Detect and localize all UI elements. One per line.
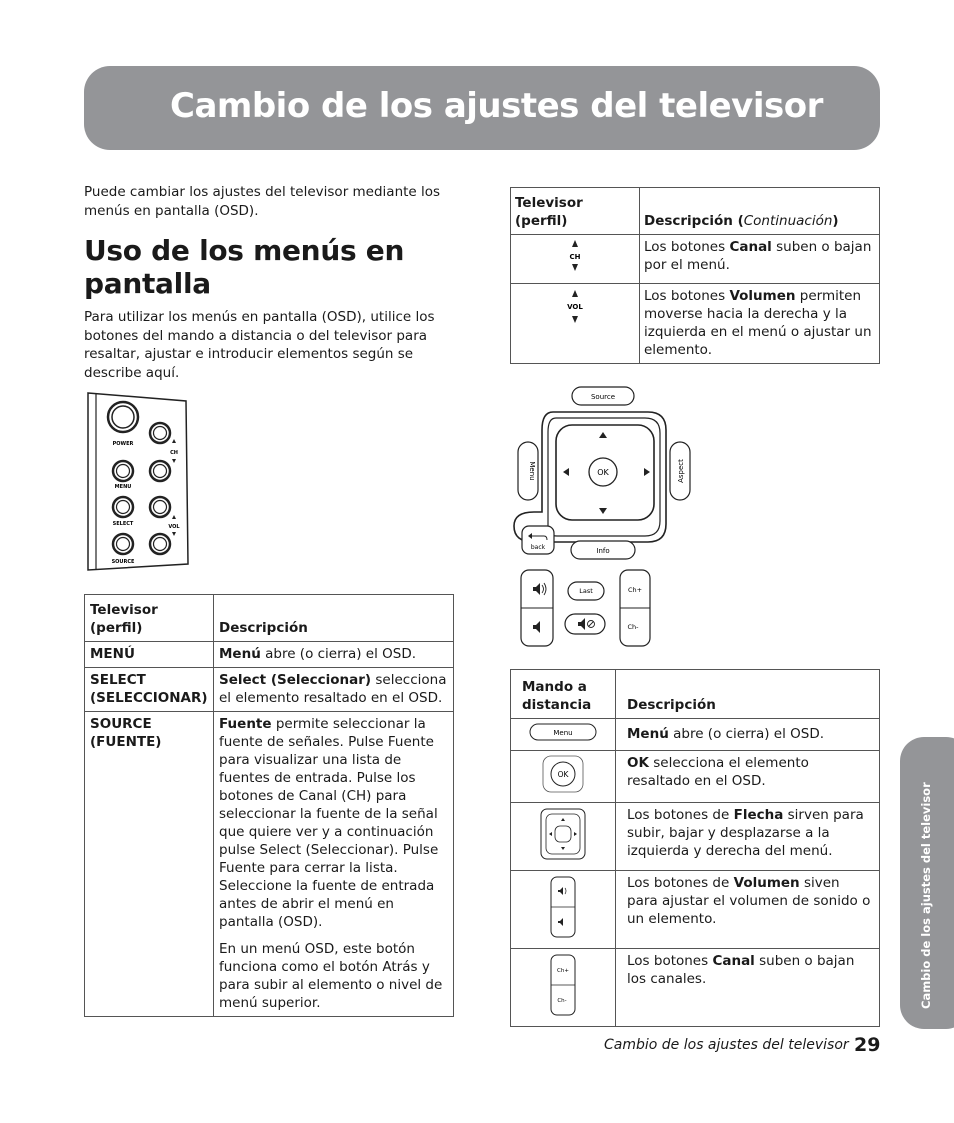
svg-text:VOL: VOL	[566, 303, 583, 311]
tv-select-label: SELECT	[112, 521, 134, 527]
side-chapter-tab	[900, 737, 954, 1029]
svg-text:OK: OK	[597, 468, 609, 477]
svg-text:Source: Source	[590, 393, 616, 401]
ch-up-button	[150, 423, 170, 443]
back-remote-button	[522, 526, 554, 554]
row-desc: Menú abre (o cierra) el OSD.	[616, 719, 880, 751]
remote-buttons-table	[510, 669, 880, 1027]
row-desc: Los botones de Volumen siven para ajustar el volumen de sonido o un elemento.	[616, 871, 880, 949]
svg-text:Info: Info	[596, 547, 610, 555]
footer-chapter-title: Cambio de los ajustes del televisor	[604, 1037, 849, 1053]
row-desc: OK selecciona el elemento resaltado en el OSD.	[616, 751, 880, 803]
menu-icon	[511, 719, 616, 751]
table-row	[85, 712, 454, 1017]
vol-down-button	[150, 534, 170, 554]
row-desc: Los botones Canal suben o bajan los canales.	[616, 949, 880, 1027]
svg-text:Menu: Menu	[528, 461, 536, 481]
ok-icon	[511, 751, 616, 803]
svg-text:Menu: Menu	[553, 729, 573, 737]
vol-arrows-icon	[511, 284, 640, 364]
remote-control-illustration	[508, 384, 698, 650]
svg-text:Last: Last	[579, 587, 593, 595]
mute-remote-button	[565, 614, 605, 634]
table-header-row	[511, 188, 880, 235]
tv-power-label: POWER	[112, 441, 134, 447]
tv-buttons-table-continued	[510, 187, 880, 364]
svg-text:Ch-: Ch-	[627, 623, 639, 631]
row-desc: Los botones de Flecha sirven para subir, bajar y desplazarse a la izquierda y derecha del menú.	[616, 803, 880, 871]
channel-icon	[511, 949, 616, 1027]
page-title: Cambio de los ajustes del televisor	[170, 86, 823, 126]
title-banner	[84, 66, 880, 150]
table-row	[511, 751, 880, 803]
last-remote-button	[568, 582, 604, 600]
column-header: Descripción (Continuación)	[640, 188, 880, 235]
volume-rocker	[521, 570, 553, 646]
table-header-row	[511, 670, 880, 719]
menu-remote-button	[518, 442, 538, 500]
row-desc: Los botones Volumen permiten moverse hacia la derecha y la izquierda en el menú o ajustar un elemento.	[640, 284, 880, 364]
side-tab-label: Cambio de los ajustes del televisor	[919, 782, 933, 1009]
svg-text:Aspect: Aspect	[677, 459, 685, 483]
svg-text:CH: CH	[569, 253, 580, 261]
table-row	[511, 871, 880, 949]
row-desc: Menú abre (o cierra) el OSD.	[214, 642, 454, 668]
tv-side-panel-illustration	[86, 392, 190, 572]
table-row	[85, 668, 454, 712]
svg-text:OK: OK	[557, 770, 569, 779]
row-name: SOURCE (FUENTE)	[85, 712, 214, 1017]
tv-buttons-table	[84, 594, 454, 1017]
svg-text:Ch-: Ch-	[557, 998, 567, 1004]
source-remote-button	[572, 387, 634, 405]
vol-up-button	[150, 497, 170, 517]
section-paragraph: Para utilizar los menús en pantalla (OSD), utilice los botones del mando a distancia o del televisor para resaltar, ajustar e introducir elementos según se describe aquí.	[84, 309, 435, 381]
row-name: MENÚ	[85, 642, 214, 668]
ch-down-button	[150, 461, 170, 481]
column-header: Descripción	[616, 670, 880, 719]
table-row	[511, 284, 880, 364]
arrows-icon	[511, 803, 616, 871]
volume-icon	[511, 871, 616, 949]
column-header: Televisor (perfil)	[511, 188, 640, 235]
ch-arrows-icon	[511, 235, 640, 284]
row-desc: Select (Seleccionar) selecciona el elemento resaltado en el OSD.	[214, 668, 454, 712]
channel-rocker	[620, 570, 650, 646]
aspect-remote-button	[670, 442, 690, 500]
source-button	[113, 534, 133, 554]
column-header: Mando a distancia	[511, 670, 616, 719]
table-row	[511, 803, 880, 871]
ok-remote-button	[589, 458, 617, 486]
power-button	[108, 402, 138, 432]
table-row	[511, 949, 880, 1027]
tv-ch-label: CH	[170, 450, 178, 456]
table-header-row	[85, 595, 454, 642]
tv-menu-label: MENU	[114, 484, 132, 490]
tv-source-label: SOURCE	[111, 559, 135, 565]
svg-text:back: back	[530, 544, 546, 551]
svg-text:Ch+: Ch+	[627, 586, 643, 594]
info-remote-button	[571, 541, 635, 559]
section-heading: Uso de los menús en pantalla	[84, 234, 405, 300]
table-row	[511, 235, 880, 284]
page-number: 29	[854, 1034, 881, 1056]
menu-button	[113, 461, 133, 481]
table-row	[511, 719, 880, 751]
svg-text:Ch+: Ch+	[557, 968, 569, 974]
tv-vol-label: VOL	[168, 524, 180, 530]
column-header: Descripción	[214, 595, 454, 642]
column-header: Televisor (perfil)	[85, 595, 214, 642]
row-desc: Fuente permite seleccionar la fuente de señales. Pulse Fuente para visualizar una lista de fuentes de entrada. Pulse los botones de Canal (CH) para seleccionar la fuente de la señal que quiere ver y a continuación pulse Select (Seleccionar). Pulse Fuente para cerrar la lista. Seleccione la fuente de entrada antes de abrir el menú en pantalla (OSD). En un menú OSD, este botón funciona como el botón Atrás y para subir al elemento o nivel de menú superior.	[214, 712, 454, 1017]
row-name: SELECT (SELECCIONAR)	[85, 668, 214, 712]
select-button	[113, 497, 133, 517]
row-desc: Los botones Canal suben o bajan por el menú.	[640, 235, 880, 284]
intro-paragraph: Puede cambiar los ajustes del televisor mediante los menús en pantalla (OSD).	[84, 184, 441, 219]
table-row	[85, 642, 454, 668]
